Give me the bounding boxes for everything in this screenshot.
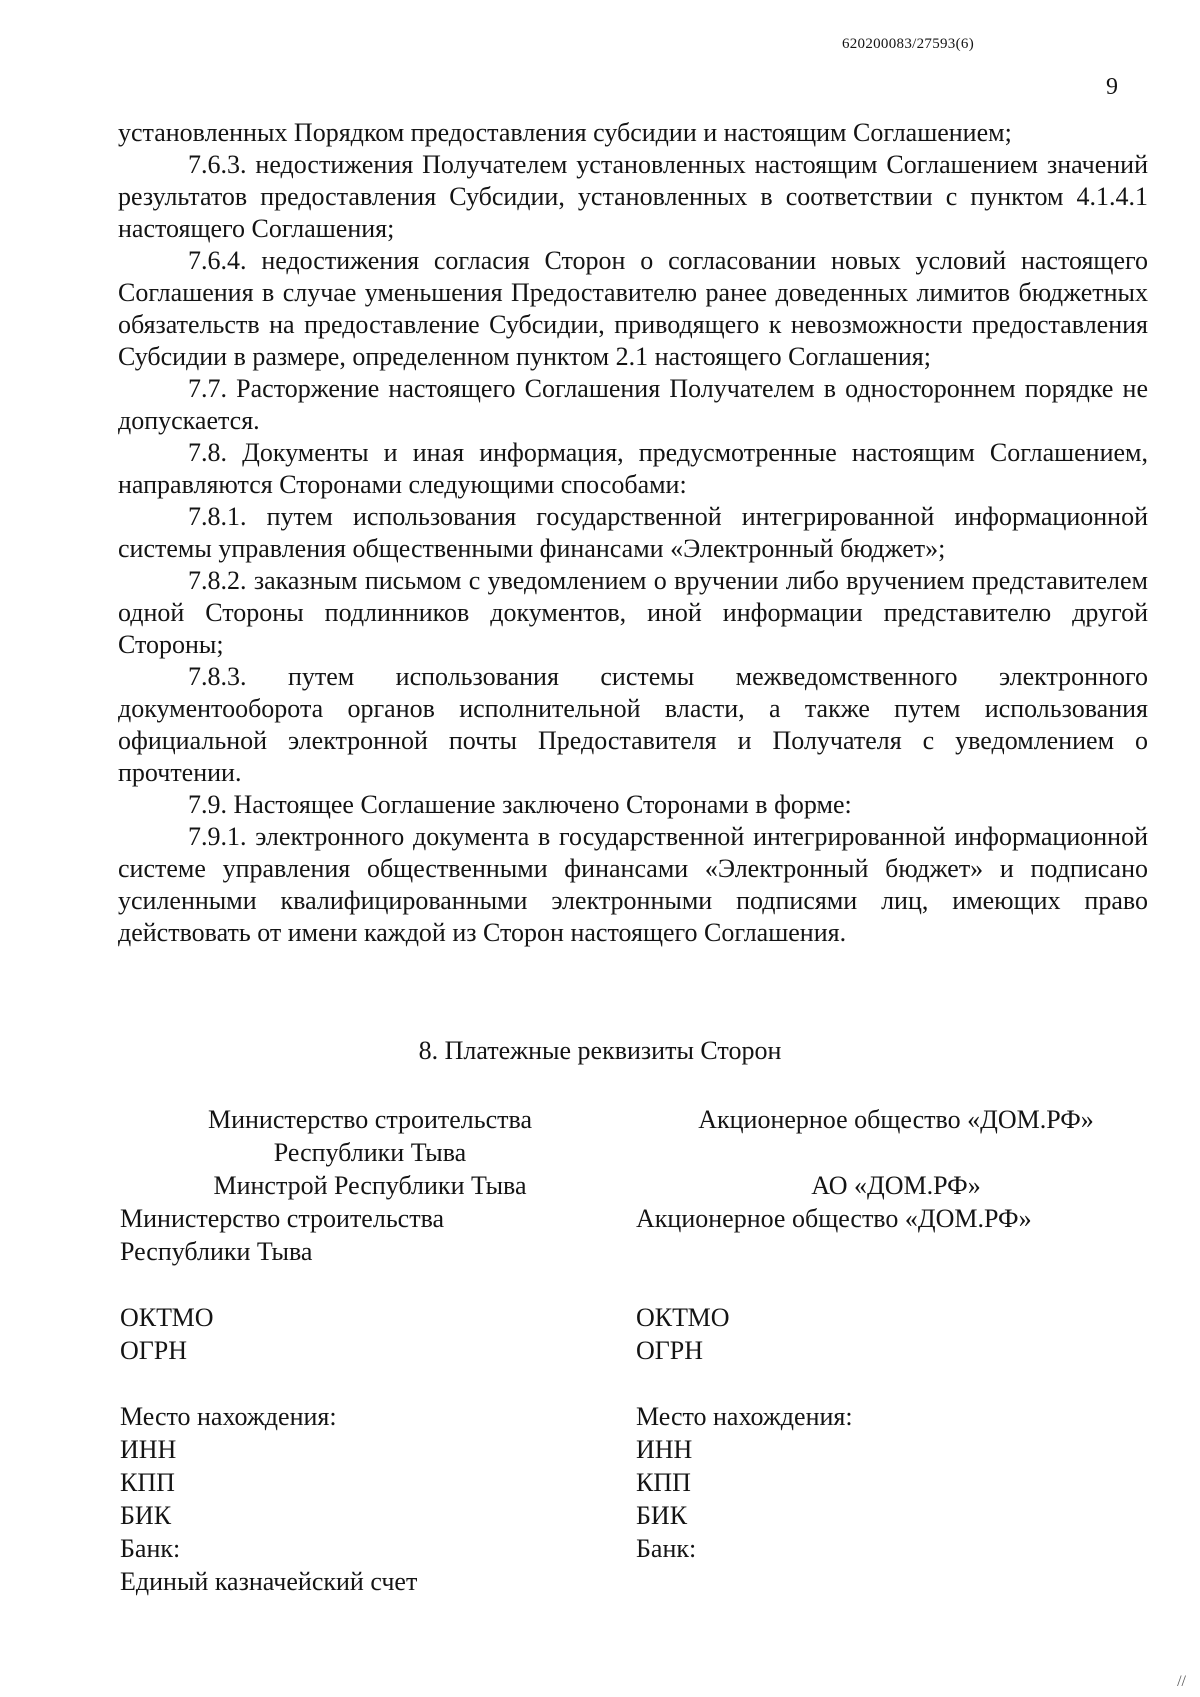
document-id: 620200083/27593(6) bbox=[841, 36, 974, 52]
paragraph-7-6-3: 7.6.3. недостижения Получателем установленных настоящим Соглашением значений результатов предоставления Субсидии, установленных в соответствии с пунктом 4.1.4.1 настоящего Соглашения; bbox=[118, 150, 1148, 243]
left-party-name-line1: Министерство строительства bbox=[207, 1105, 533, 1134]
agreement-body bbox=[118, 117, 1148, 949]
spacer bbox=[636, 1136, 1156, 1169]
paragraph-7-8-3: 7.8.3. путем использования системы межведомственного электронного документооборота органов исполнительной власти, а также путем использования официальной электронной почты Предоставителя и Получателя с уведомлением о прочтении. bbox=[118, 662, 1148, 787]
left-party-location: Место нахождения: bbox=[120, 1402, 337, 1431]
left-party-name-line2: Республики Тыва bbox=[273, 1138, 467, 1167]
right-party-name: Акционерное общество «ДОМ.РФ» bbox=[698, 1105, 1094, 1134]
right-party-bank: Банк: bbox=[636, 1534, 697, 1563]
paragraph-7-8: 7.8. Документы и иная информация, предусмотренные настоящим Соглашением, направляются Сторонами следующими способами: bbox=[118, 438, 1148, 499]
spacer bbox=[636, 1235, 1156, 1268]
paragraph-7-9: 7.9. Настоящее Соглашение заключено Сторонами в форме: bbox=[188, 790, 852, 819]
paragraph-7-6-2-tail: установленных Порядком предоставления субсидии и настоящим Соглашением; bbox=[118, 118, 1012, 147]
left-party-bik: БИК bbox=[120, 1501, 172, 1530]
left-party-kpp: КПП bbox=[120, 1468, 175, 1497]
corner-mark: // bbox=[1177, 1673, 1186, 1690]
left-party-requisites bbox=[120, 1103, 620, 1598]
right-party-kpp: КПП bbox=[636, 1468, 691, 1497]
paragraph-7-7: 7.7. Расторжение настоящего Соглашения Получателем в одностороннем порядке не допускается. bbox=[118, 374, 1148, 435]
paragraph-7-9-1: 7.9.1. электронного документа в государственной интегрированной информационной системе управления общественными финансами «Электронный бюджет» и подписано усиленными квалифицированными электронными подписями лиц, имеющих право действовать от имени каждой из Сторон настоящего Соглашения. bbox=[118, 822, 1148, 947]
paragraph-7-6-4: 7.6.4. недостижения согласия Сторон о согласовании новых условий настоящего Соглашения в случае уменьшения Предоставителю ранее доведенных лимитов бюджетных обязательств на предоставление Субсидии, приводящего к невозможности предоставления Субсидии в размере, определенном пунктом 2.1 настоящего Соглашения; bbox=[118, 246, 1148, 371]
page-number: 9 bbox=[1106, 74, 1118, 100]
left-party-short-name: Минстрой Республики Тыва bbox=[213, 1171, 527, 1200]
right-party-bik: БИК bbox=[636, 1501, 688, 1530]
right-party-full-name: Акционерное общество «ДОМ.РФ» bbox=[636, 1204, 1032, 1233]
left-party-oktmo: ОКТМО bbox=[120, 1303, 214, 1332]
spacer bbox=[636, 1367, 1156, 1400]
left-party-ogrn: ОГРН bbox=[120, 1336, 188, 1365]
paragraph-7-8-1: 7.8.1. путем использования государственной интегрированной информационной системы управления общественными финансами «Электронный бюджет»; bbox=[118, 502, 1148, 563]
left-party-full-name-line2: Республики Тыва bbox=[120, 1237, 313, 1266]
right-party-oktmo: ОКТМО bbox=[636, 1303, 730, 1332]
spacer bbox=[636, 1268, 1156, 1301]
spacer bbox=[120, 1268, 620, 1301]
left-party-inn: ИНН bbox=[120, 1435, 177, 1464]
section-8-title: 8. Платежные реквизиты Сторон bbox=[418, 1036, 782, 1065]
left-party-treasury-account: Единый казначейский счет bbox=[120, 1567, 418, 1596]
paragraph-7-8-2: 7.8.2. заказным письмом с уведомлением о вручении либо вручением представителем одной Стороны подлинников документов, иной информации представителю другой Стороны; bbox=[118, 566, 1148, 659]
right-party-ogrn: ОГРН bbox=[636, 1336, 704, 1365]
right-party-location: Место нахождения: bbox=[636, 1402, 853, 1431]
left-party-full-name-line1: Министерство строительства bbox=[120, 1204, 445, 1233]
spacer bbox=[120, 1367, 620, 1400]
right-party-requisites bbox=[636, 1103, 1156, 1565]
right-party-short-name: АО «ДОМ.РФ» bbox=[811, 1171, 981, 1200]
left-party-bank: Банк: bbox=[120, 1534, 181, 1563]
right-party-inn: ИНН bbox=[636, 1435, 693, 1464]
